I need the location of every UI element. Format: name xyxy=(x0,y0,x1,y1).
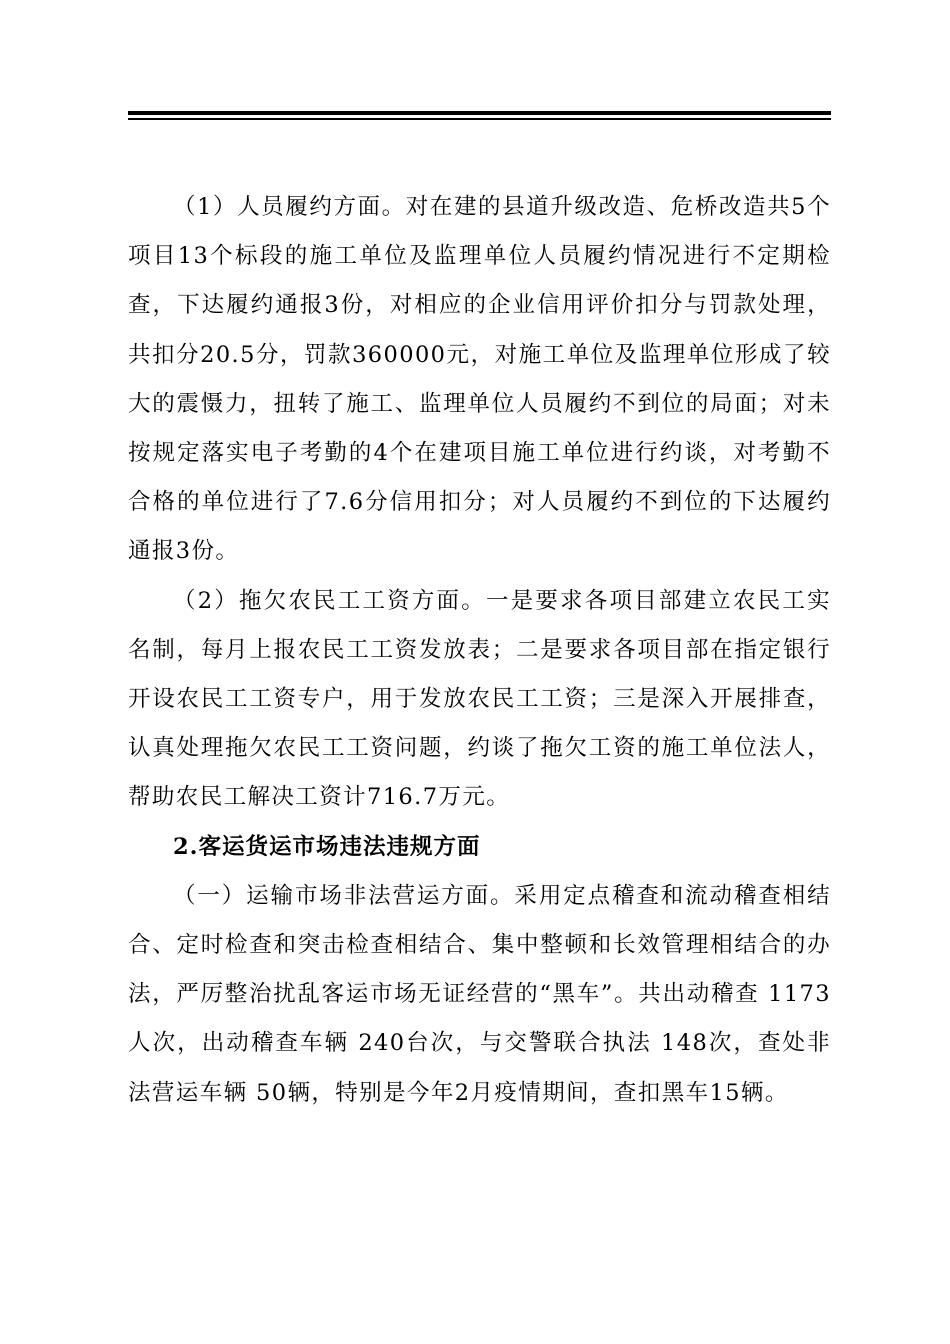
paragraph-illegal-operation: （一）运输市场非法营运方面。采用定点稽查和流动稽查相结合、定时检查和突击检查相结合、集中整顿和长效管理相结合的办法，严厉整治扰乱客运市场无证经营的“黑车”。共出动稽查 1173人次，出动稽查车辆 240台次，与交警联合执法 148次，查处非法营运车辆 50辆，特别是今年2月疫情期间，查扣黑车15辆。 xyxy=(128,882,831,1106)
header-rule-thin xyxy=(128,118,831,120)
header-rule-thick xyxy=(128,111,831,115)
paragraph-personnel-compliance: （1）人员履约方面。对在建的县道升级改造、危桥改造共5个项目13个标段的施工单位及监理单位人员履约情况进行不定期检查，下达履约通报3份，对相应的企业信用评价扣分与罚款处理，共扣分20.5分，罚款360000元，对施工单位及监理单位形成了较大的震慑力，扭转了施工、监理单位人员履约不到位的局面；对未按规定落实电子考勤的4个在建项目施工单位进行约谈，对考勤不合格的单位进行了7.6分信用扣分；对人员履约不到位的下达履约通报3份。 xyxy=(128,194,831,565)
paragraph-migrant-wages: （2）拖欠农民工工资方面。一是要求各项目部建立农民工实名制，每月上报农民工工资发放表；二是要求各项目部在指定银行开设农民工工资专户，用于发放农民工工资；三是深入开展排查，认真处理拖欠农民工工资问题，约谈了拖欠工资的施工单位法人，帮助农民工解决工资计716.7万元。 xyxy=(128,587,831,811)
section-heading-transport-market: 2.客运货运市场违法违规方面 xyxy=(173,833,481,860)
document-body xyxy=(128,183,831,1118)
